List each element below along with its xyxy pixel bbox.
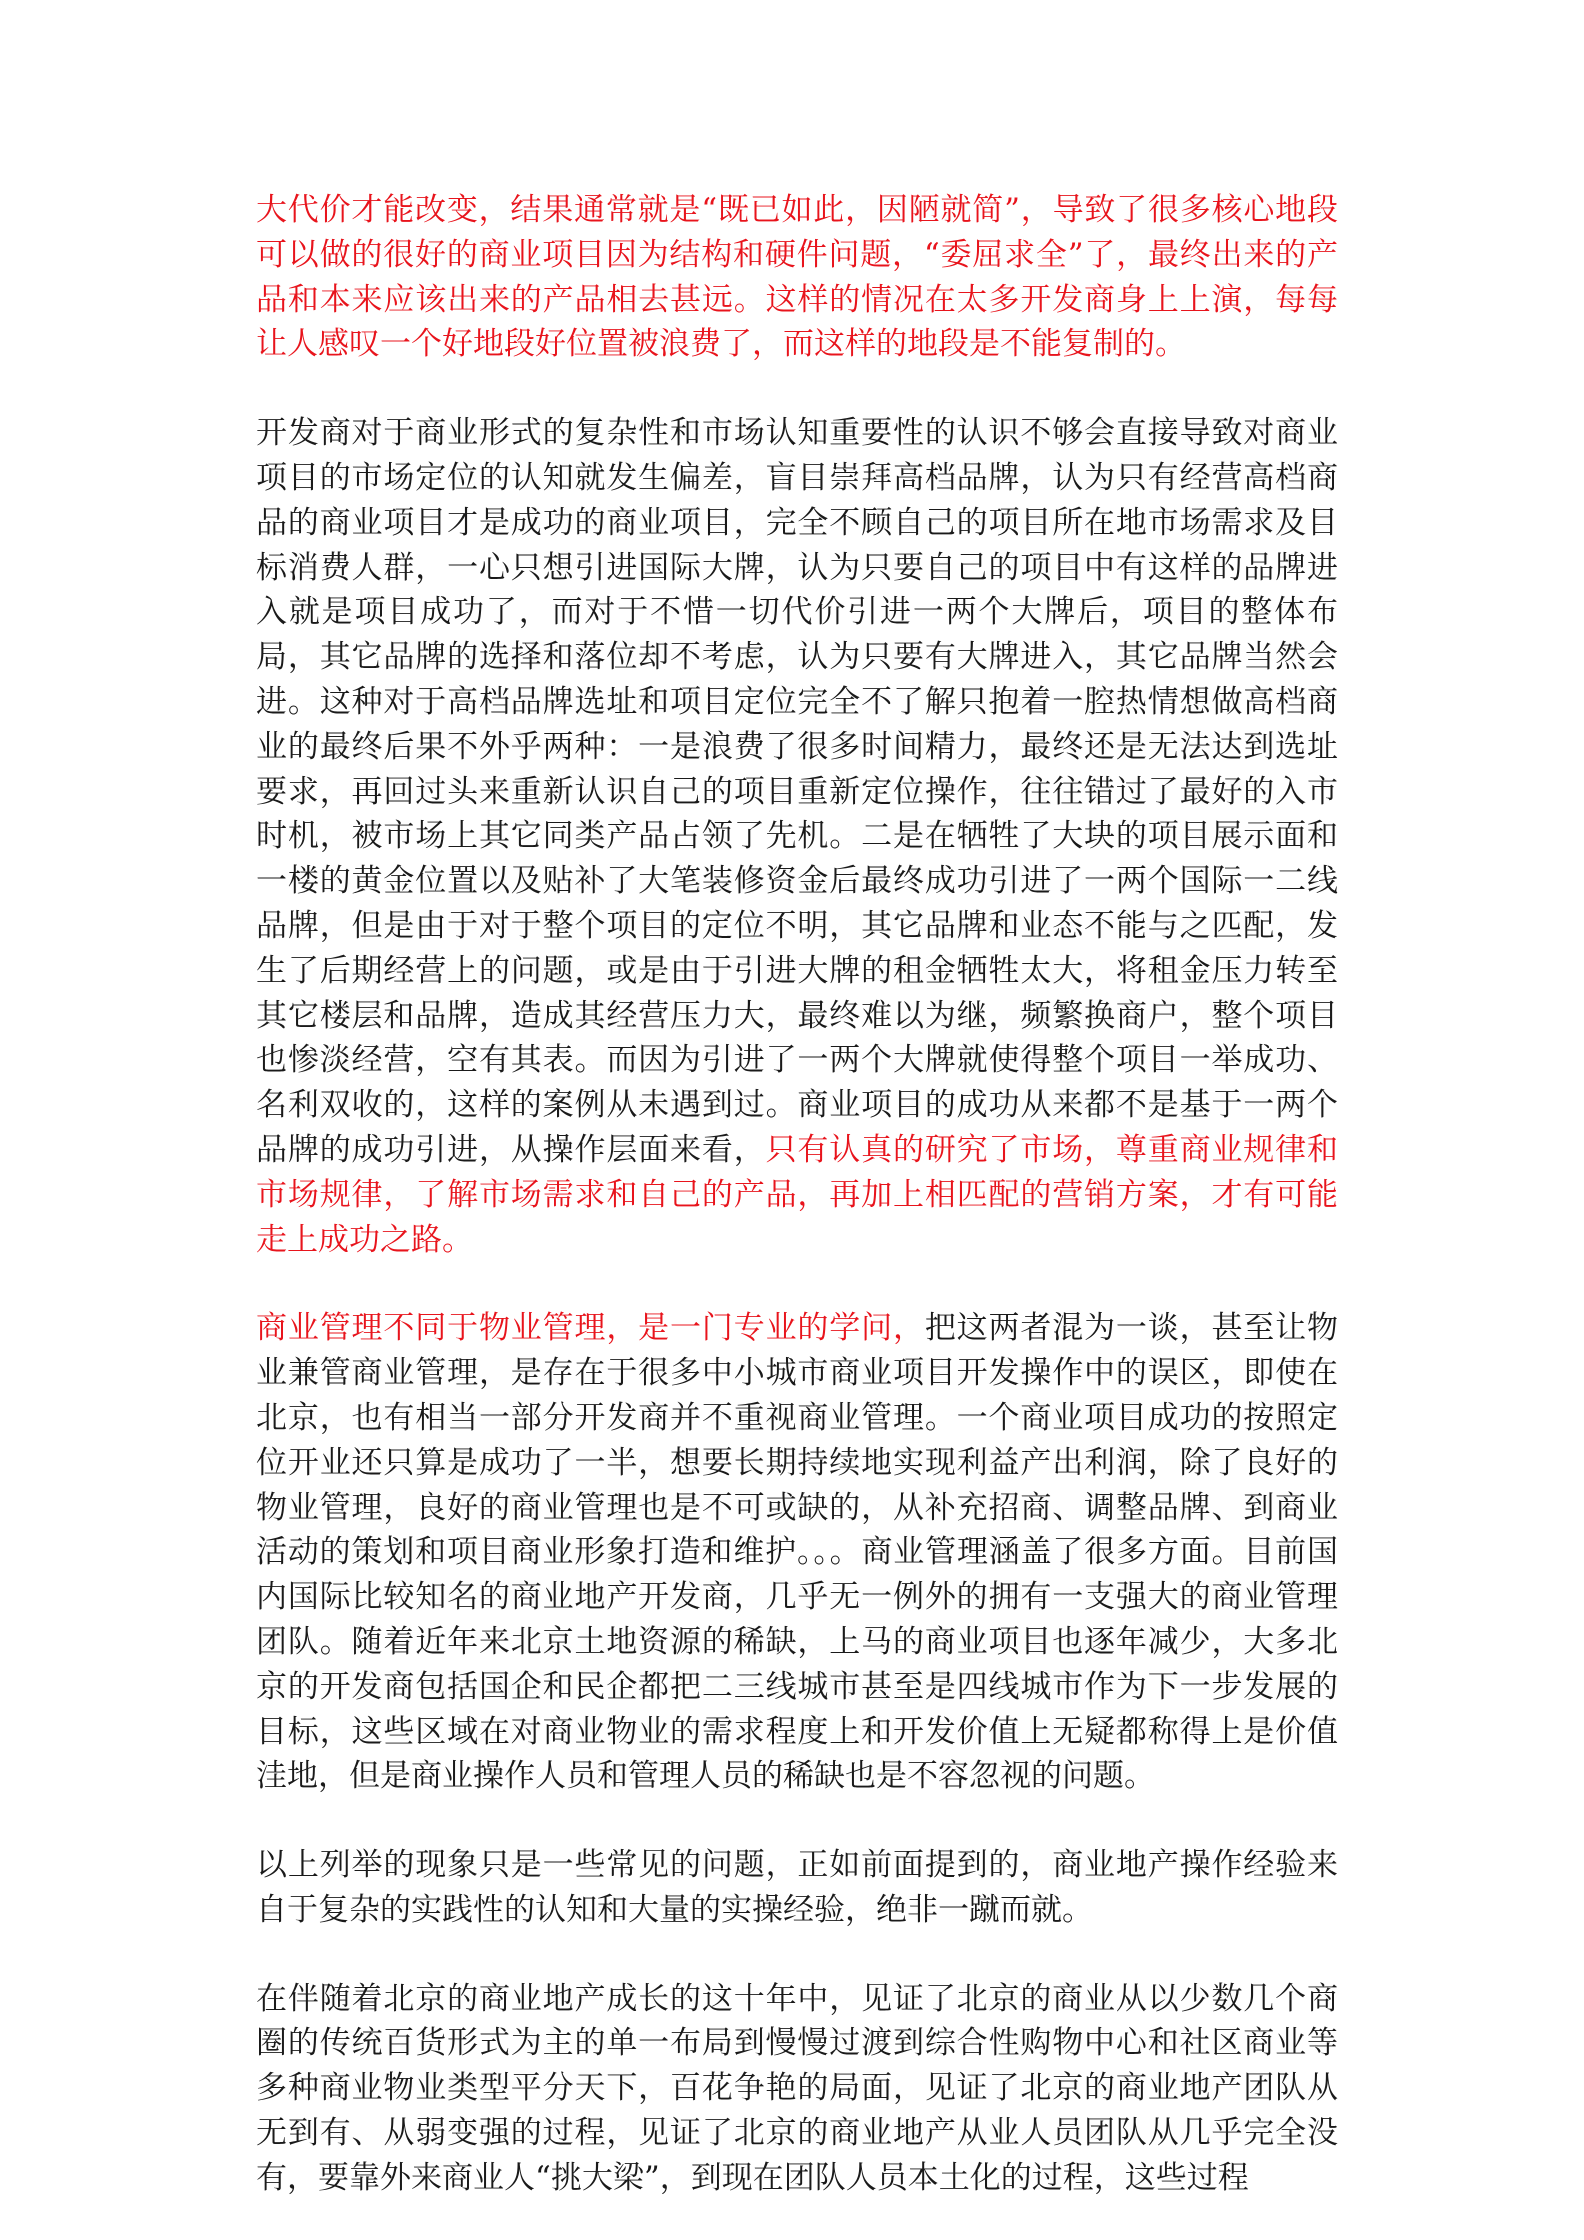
emphasis-text: 大代价才能改变，结果通常就是“既已如此，因陋就简”，导致了很多核心地段可以做的很好的商业项目因为结构和硬件问题，“委屈求全”了，最终出来的产品和本来应该出来的产品相去甚远。这样的情况在太多开发商身上上演，每每让人感叹一个好地段好位置被浪费了，而这样的地段是不能复制的。 [256,192,1338,363]
emphasis-text: 只有认真的研究了市场，尊重商业规律和市场规律，了解市场需求和自己的产品，再加上相匹配的营销方案，才有可能走上成功之路。 [256,1131,1339,1258]
paragraph-5 [256,1977,1338,2201]
emphasis-text: 商业管理不同于物业管理，是一门专业的学问， [256,1310,925,1347]
paragraph-4 [256,1843,1338,1933]
body-text: 开发商对于商业形式的复杂性和市场认知重要性的认识不够会直接导致对商业项目的市场定位的认知就发生偏差，盲目崇拜高档品牌，认为只有经营高档商品的商业项目才是成功的商业项目，完全不顾自己的项目所在地市场需求及目标消费人群，一心只想引进国际大牌，认为只要自己的项目中有这样的品牌进入就是项目成功了，而对于不惜一切代价引进一两个大牌后，项目的整体布局，其它品牌的选择和落位却不考虑，认为只要有大牌进入，其它品牌当然会进。这种对于高档品牌选址和项目定位完全不了解只抱着一腔热情想做高档商业的最终后果不外乎两种：一是浪费了很多时间精力，最终还是无法达到选址要求，再回过头来重新认识自己的项目重新定位操作，往往错过了最好的入市时机，被市场上其它同类产品占领了先机。二是在牺牲了大块的项目展示面和一楼的黄金位置以及贴补了大笔装修资金后最终成功引进了一两个国际一二线品牌，但是由于对于整个项目的定位不明，其它品牌和业态不能与之匹配，发生了后期经营上的问题，或是由于引进大牌的租金牺牲太大，将租金压力转至其它楼层和品牌，造成其经营压力大，最终难以为继，频繁换商户，整个项目也惨淡经营，空有其表。而因为引进了一两个大牌就使得整个项目一举成功、名利双收的，这样的案例从未遇到过。商业项目的成功从来都不是基于一两个品牌的成功引进，从操作层面来看， [256,415,1338,1168]
paragraph-3 [256,1306,1338,1799]
paragraph-1 [256,188,1338,367]
document-page [256,188,1338,2201]
paragraph-2 [256,411,1338,1262]
body-text: 以上列举的现象只是一些常见的问题，正如前面提到的，商业地产操作经验来自于复杂的实践性的认知和大量的实操经验，绝非一蹴而就。 [256,1847,1338,1928]
body-text: 把这两者混为一谈，甚至让物业兼管商业管理，是存在于很多中小城市商业项目开发操作中的误区，即使在北京，也有相当一部分开发商并不重视商业管理。一个商业项目成功的按照定位开业还只算是成功了一半，想要长期持续地实现利益产出利润，除了良好的物业管理，良好的商业管理也是不可或缺的，从补充招商、调整品牌、到商业活动的策划和项目商业形象打造和维护。。。商业管理涵盖了很多方面。目前国内国际比较知名的商业地产开发商，几乎无一例外的拥有一支强大的商业管理团队。随着近年来北京土地资源的稀缺，上马的商业项目也逐年减少，大多北京的开发商包括国企和民企都把二三线城市甚至是四线城市作为下一步发展的目标，这些区域在对商业物业的需求程度上和开发价值上无疑都称得上是价值洼地，但是商业操作人员和管理人员的稀缺也是不容忽视的问题。 [256,1310,1339,1795]
body-text: 在伴随着北京的商业地产成长的这十年中，见证了北京的商业从以少数几个商圈的传统百货形式为主的单一布局到慢慢过渡到综合性购物中心和社区商业等多种商业物业类型平分天下，百花争艳的局面，见证了北京的商业地产团队从无到有、从弱变强的过程，见证了北京的商业地产从业人员团队从几乎完全没有，要靠外来商业人“挑大梁”，到现在团队人员本土化的过程，这些过程 [256,1980,1338,2196]
